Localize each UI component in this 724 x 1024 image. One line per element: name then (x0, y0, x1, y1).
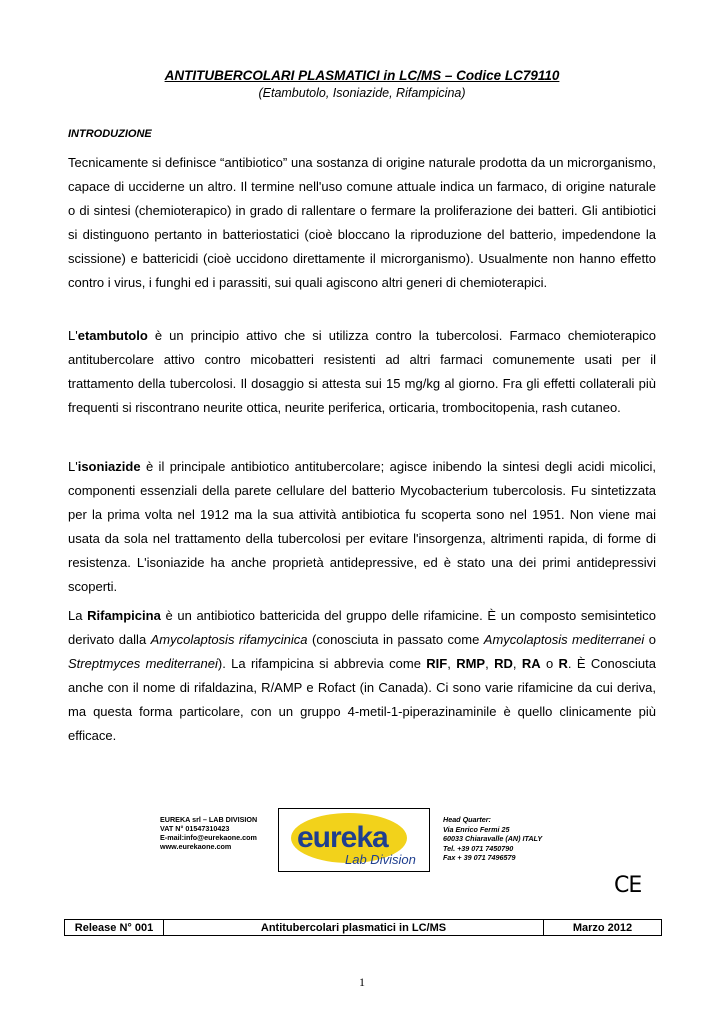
company-vat: VAT N° 01547310423 (160, 824, 230, 833)
abbreviation: RA (521, 656, 541, 671)
abbreviation: RIF (426, 656, 448, 671)
document-subtitle: (Etambutolo, Isoniazide, Rifampicina) (258, 86, 466, 100)
term-isoniazide: isoniazide (77, 459, 141, 474)
footer-date: Marzo 2012 (572, 921, 633, 934)
head-quarter-info (443, 815, 583, 863)
paragraph-antibiotico: Tecnicamente si definisce “antibiotico” una sostanza di origine naturale prodotta da un microrganismo, capace di ucciderne un altro. Il termine nell'uso comune attuale indica un farmaco, di origine naturale o di sintesi (chemioterapico) in grado di rallentare o fermare la proliferazione dei batteri. Gli antibiotici si distinguono pertanto in batteriostatici (cioè bloccano la riproduzione del batterio, impedendone la scissione) e battericidi (cioè uccidono direttamente il microrganismo). Usualmente non hanno effetto contro i virus, i funghi ed i parassiti, sui quali agiscono altri generi di chemioterapici. (68, 155, 656, 290)
footer-doc-title: Antitubercolari plasmatici in LC/MS (164, 920, 544, 935)
paragraph-isoniazide: L'isoniazide è il principale antibiotico antitubercolare; agisce inibendo la sintesi degli acidi micolici, componenti essenziali della parete cellulare del batterio Mycobacterium tubercolosis. Fu sintetizzata per la prima volta nel 1912 ma la sua attività antibiotica fu scoperta sono nel 1951. Non viene mai usata da sola nel trattamento della tubercolosi per evitare l'insorgenza, altrimenti rapida, di forme di resistenza. L'isoniazide ha anche proprietà antidepressive, ed è stato una dei primi antidepressivi scoperti. (68, 459, 656, 594)
company-name: EUREKA srl – LAB DIVISION (160, 815, 258, 824)
footer-table (64, 919, 662, 936)
paragraph-etambutolo: L'etambutolo è un principio attivo che si utilizza contro la tubercolosi. Farmaco chemioterapico antitubercolare attivo contro micobatteri resistenti ad altri farmaci comunemente usati per il trattamento della tubercolosi. Il dosaggio si attesta sui 15 mg/kg al giorno. Fra gli effetti collaterali più frequenti si riscontrano neurite ottica, neurite periferica, orticaria, trombocitopenia, rash cutaneo. (68, 328, 656, 415)
species-name: Amycolaptosis mediterranei (483, 632, 645, 647)
page-number: 1 (359, 975, 365, 989)
company-info (160, 815, 280, 851)
company-email: E-mail:info@eurekaone.com (160, 833, 257, 842)
footer-release: Release N° 001 (65, 920, 164, 935)
term-rifampicina: Rifampicina (87, 608, 161, 623)
abbreviation: RD (494, 656, 513, 671)
company-website: www.eurekaone.com (160, 842, 232, 851)
logo-subtitle: Lab Division (345, 852, 416, 867)
species-name: Amycolaptosis rifamycinica (150, 632, 308, 647)
eureka-logo (278, 808, 430, 872)
document-title: ANTITUBERCOLARI PLASMATICI in LC/MS – Codice LC79110 (164, 68, 560, 83)
hq-fax: Fax + 39 071 7496579 (443, 853, 516, 862)
section-heading-introduzione: INTRODUZIONE (68, 128, 152, 140)
abbreviation: R (558, 656, 568, 671)
logo-wordmark: eureka (297, 821, 388, 854)
species-name: Streptmyces mediterranei (68, 656, 218, 671)
hq-label: Head Quarter: (443, 815, 491, 824)
paragraph-rifampicina: La Rifampicina è un antibiotico battericida del gruppo delle rifamicine. È un composto semisintetico derivato dalla Amycolaptosis rifamycinica (conosciuta in passato come Amycolaptosis mediterranei o Streptmyces mediterranei). La rifampicina si abbrevia come RIF, RMP, RD, RA o R. È Conosciuta anche con il nome di rifaldazina, R/AMP e Rofact (in Canada). Ci sono varie rifamicine da cui deriva, ma questa forma particolare, con un gruppo 4-metil-1-piperazinaminile è quello clinicamente più efficace. (68, 608, 657, 743)
hq-street: Via Enrico Fermi 25 (443, 824, 510, 834)
term-etambutolo: etambutolo (77, 328, 148, 343)
hq-city: 60033 Chiaravalle (AN) ITALY (443, 834, 543, 843)
hq-phone: Tel. +39 071 7450790 (443, 843, 514, 853)
abbreviation: RMP (456, 656, 486, 671)
ce-mark: CE (614, 873, 642, 898)
